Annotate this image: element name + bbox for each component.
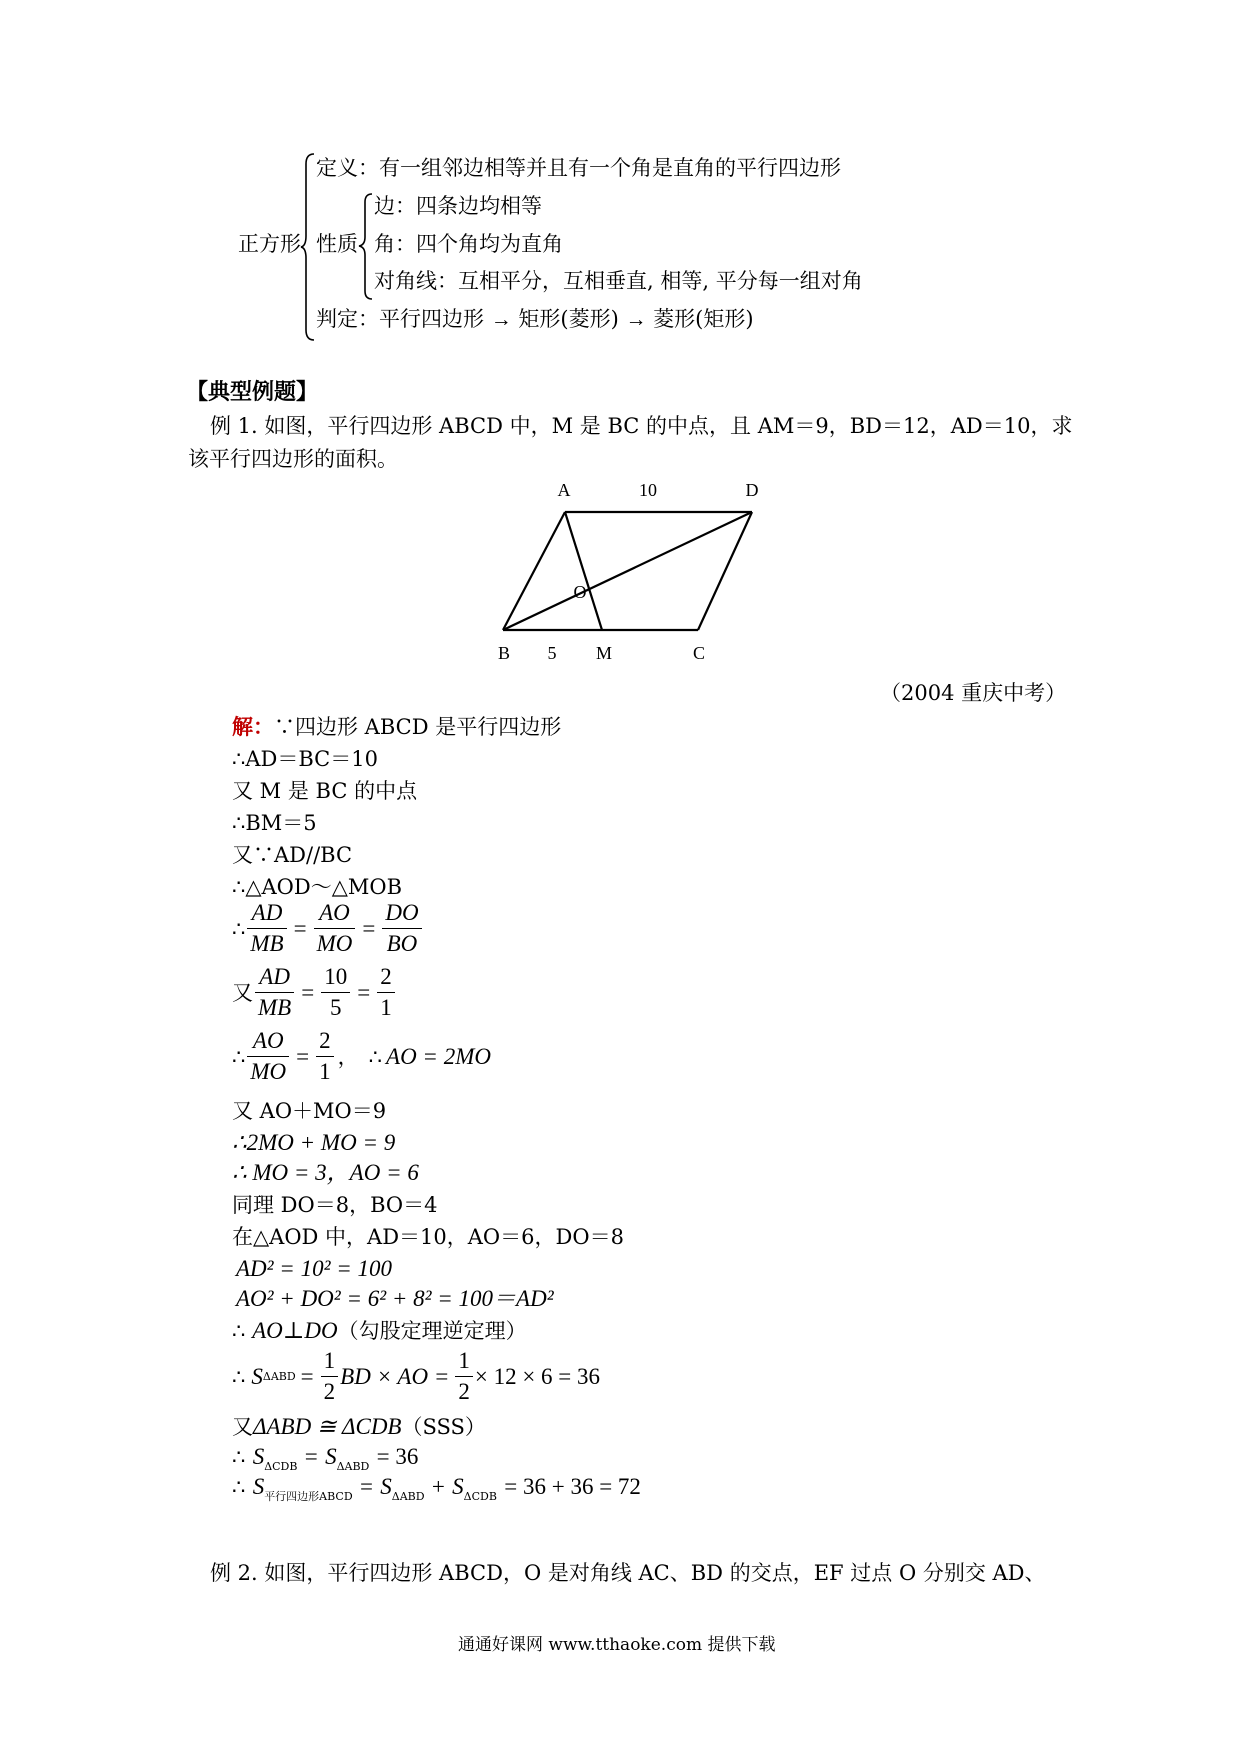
- judgement-prefix: 判定：平行四边形: [316, 307, 484, 331]
- denominator: BO: [386, 931, 418, 956]
- source-note: （2004 重庆中考）: [880, 681, 1067, 705]
- fraction: [377, 962, 395, 1023]
- solution-line-1: [232, 714, 561, 740]
- denominator: 1: [319, 1059, 331, 1084]
- therefore-symbol: ∴: [232, 1475, 246, 1499]
- label-b: B: [497, 643, 511, 663]
- area-subscript: ΔABD: [336, 1460, 370, 1473]
- fraction: [382, 898, 421, 959]
- denominator: 2: [323, 1379, 336, 1404]
- numerator: 2: [377, 962, 395, 993]
- fraction: [314, 898, 356, 959]
- example1-line2: 该平行四边形的面积。: [188, 447, 398, 471]
- area-symbol: S: [251, 1363, 263, 1389]
- area-subscript: ΔCDB: [264, 1460, 298, 1473]
- therefore-symbol: ∴: [368, 1044, 383, 1069]
- ratio-equation-1: ∴ $\frac{AD}{MB}$ = $\frac{AO}{MO}$ = $\frac{DO}{BO}$: [232, 898, 424, 959]
- therefore-symbol: ∴: [232, 1445, 246, 1469]
- denominator: 5: [329, 995, 342, 1020]
- label-c: C: [692, 643, 706, 663]
- congruence-statement: ΔABD ≅ ΔCDB: [253, 1414, 402, 1439]
- solution-line-12: AD² = 10² = 100: [236, 1256, 392, 1281]
- fraction: [455, 1346, 473, 1407]
- perpendicular-statement: AO⊥DO: [252, 1318, 338, 1343]
- diagonal-bd: [503, 512, 752, 630]
- right-arrow-icon: →: [490, 307, 512, 331]
- properties-label: 性质: [316, 232, 358, 256]
- square-label: 正方形: [238, 232, 301, 256]
- fraction: [255, 962, 294, 1023]
- fraction: [321, 1346, 339, 1407]
- therefore-symbol: ∴: [232, 1364, 246, 1389]
- area-symbol: S: [452, 1474, 464, 1499]
- solution-line-3: 又 M 是 BC 的中点: [232, 779, 418, 803]
- judgement-mid: 矩形(菱形): [518, 307, 619, 331]
- side-ba: [503, 512, 565, 630]
- area-symbol: S: [252, 1474, 265, 1499]
- numerator: 10: [321, 962, 350, 993]
- numerator: 1: [455, 1346, 473, 1377]
- side-dc: [698, 512, 752, 630]
- numerator: AD: [255, 962, 294, 993]
- also-word: 又: [232, 980, 253, 1005]
- judgement-line: [316, 306, 754, 332]
- fraction: [321, 962, 350, 1023]
- area-symbol: S: [325, 1444, 337, 1469]
- numerator: 1: [321, 1346, 339, 1377]
- numerator: DO: [382, 898, 421, 929]
- also-word: 又: [232, 1415, 253, 1439]
- label-ad-length: 10: [639, 480, 657, 500]
- solution-line-16: [232, 1414, 486, 1440]
- label-o: O: [573, 582, 587, 602]
- theorem-note: （勾股定理逆定理）: [337, 1319, 527, 1343]
- area-result: × 12 × 6 = 36: [474, 1363, 601, 1389]
- definition-text: 定义：有一组邻边相等并且有一个角是直角的平行四边形: [316, 156, 841, 180]
- parallelogram-figure: [480, 478, 780, 668]
- area-subscript: ΔCDB: [463, 1490, 497, 1503]
- example1-line1: 例 1. 如图，平行四边形 ABCD 中，M 是 BC 的中点，且 AM＝9，BD＝12，AD＝10，求: [210, 414, 1073, 438]
- outer-brace-icon: [300, 152, 316, 342]
- section-title: 【典型例题】: [186, 379, 319, 405]
- therefore-symbol: ∴: [232, 916, 246, 941]
- area-subscript: 平行四边形ABCD: [264, 1490, 353, 1503]
- solution-line-13: AO² + DO² = 6² + 8² = 100＝AD²: [236, 1286, 554, 1311]
- area-middle: BD × AO =: [340, 1363, 450, 1389]
- property-side: 边：四条边均相等: [374, 194, 542, 218]
- solution-step: ∵四边形 ABCD 是平行四边形: [274, 715, 562, 739]
- denominator: MO: [316, 931, 353, 956]
- example2-line1: 例 2. 如图，平行四边形 ABCD，O 是对角线 AC、BD 的交点，EF 过点 O 分别交 AD、: [210, 1561, 1046, 1585]
- label-a: A: [557, 480, 571, 500]
- property-diagonal: 对角线：互相平分，互相垂直, 相等, 平分每一组对角: [374, 269, 863, 293]
- solution-line-10: 同理 DO＝8，BO＝4: [232, 1193, 438, 1217]
- solution-line-2: ∴AD＝BC＝10: [232, 747, 378, 771]
- label-d: D: [745, 480, 759, 500]
- fraction: [247, 1026, 289, 1087]
- solution-line-7: 又 AO＋MO＝9: [232, 1099, 387, 1123]
- denominator: 1: [380, 995, 392, 1020]
- area-subscript: ΔABD: [391, 1490, 425, 1503]
- solution-label: 解：: [232, 714, 274, 739]
- numerator: AO: [314, 898, 356, 929]
- segment-am: [565, 512, 602, 630]
- fraction: [247, 898, 286, 959]
- numerator: AD: [247, 898, 286, 929]
- solution-line-4: ∴BM＝5: [232, 811, 317, 835]
- denominator: MB: [250, 931, 284, 956]
- numerator: 2: [316, 1026, 334, 1057]
- total-area: = 36 + 36 = 72: [504, 1474, 641, 1499]
- area-abd-equation: ∴ S ΔABD = $\frac{1}{2}$ BD × AO = $\frac{1}{2}$ × 12 × 6 = 36: [232, 1346, 600, 1407]
- area-symbol: S: [380, 1474, 392, 1499]
- denominator: MB: [258, 995, 292, 1020]
- right-arrow-icon: →: [625, 307, 647, 331]
- solution-line-11: 在△AOD 中，AD＝10，AO＝6，DO＝8: [232, 1225, 624, 1249]
- area-equal-value: = 36: [376, 1444, 419, 1469]
- denominator: 2: [458, 1379, 470, 1404]
- solution-line-18: ∴ $S_{平行四边形ABCD} = S_{\Delta ABD} + S_{\Delta CDB} = 36 + 36 = 72$: [232, 1474, 641, 1503]
- solution-line-6: ∴△AOD～△MOB: [232, 875, 403, 899]
- denominator: MO: [250, 1059, 287, 1084]
- ratio-equation-2: 又 $\frac{AD}{MB}$ = $\frac{10}{5}$ = $\frac{2}{1}$: [232, 962, 397, 1023]
- property-angle: 角：四个角均为直角: [374, 232, 563, 256]
- congruence-reason: （SSS）: [401, 1415, 486, 1439]
- solution-line-17: ∴ $S_{\Delta CDB} = S_{\Delta ABD} = 36$: [232, 1444, 419, 1473]
- therefore-symbol: ∴: [232, 1319, 246, 1343]
- solution-line-5: 又∵AD//BC: [232, 843, 353, 867]
- therefore-symbol: ∴: [232, 1044, 246, 1069]
- fraction: [316, 1026, 334, 1087]
- ratio-conclusion: AO = 2MO: [386, 1043, 491, 1069]
- solution-line-14: [232, 1318, 527, 1344]
- area-subscript: ΔABD: [262, 1370, 296, 1383]
- judgement-end: 菱形(矩形): [653, 307, 754, 331]
- solution-line-9: ∴ MO = 3，AO = 6: [232, 1160, 419, 1185]
- ratio-equation-3: ∴ $\frac{AO}{MO}$ = $\frac{2}{1}$ ， ∴ AO = 2MO: [232, 1026, 491, 1087]
- label-m: M: [595, 643, 613, 663]
- footer-text: 通通好课网 www.tthaoke.com 提供下载: [458, 1635, 776, 1655]
- solution-line-8: ∴2MO + MO = 9: [232, 1130, 396, 1155]
- properties-brace-icon: [358, 192, 374, 302]
- numerator: AO: [247, 1026, 289, 1057]
- area-symbol: S: [252, 1444, 265, 1469]
- label-bm-length: 5: [547, 643, 557, 663]
